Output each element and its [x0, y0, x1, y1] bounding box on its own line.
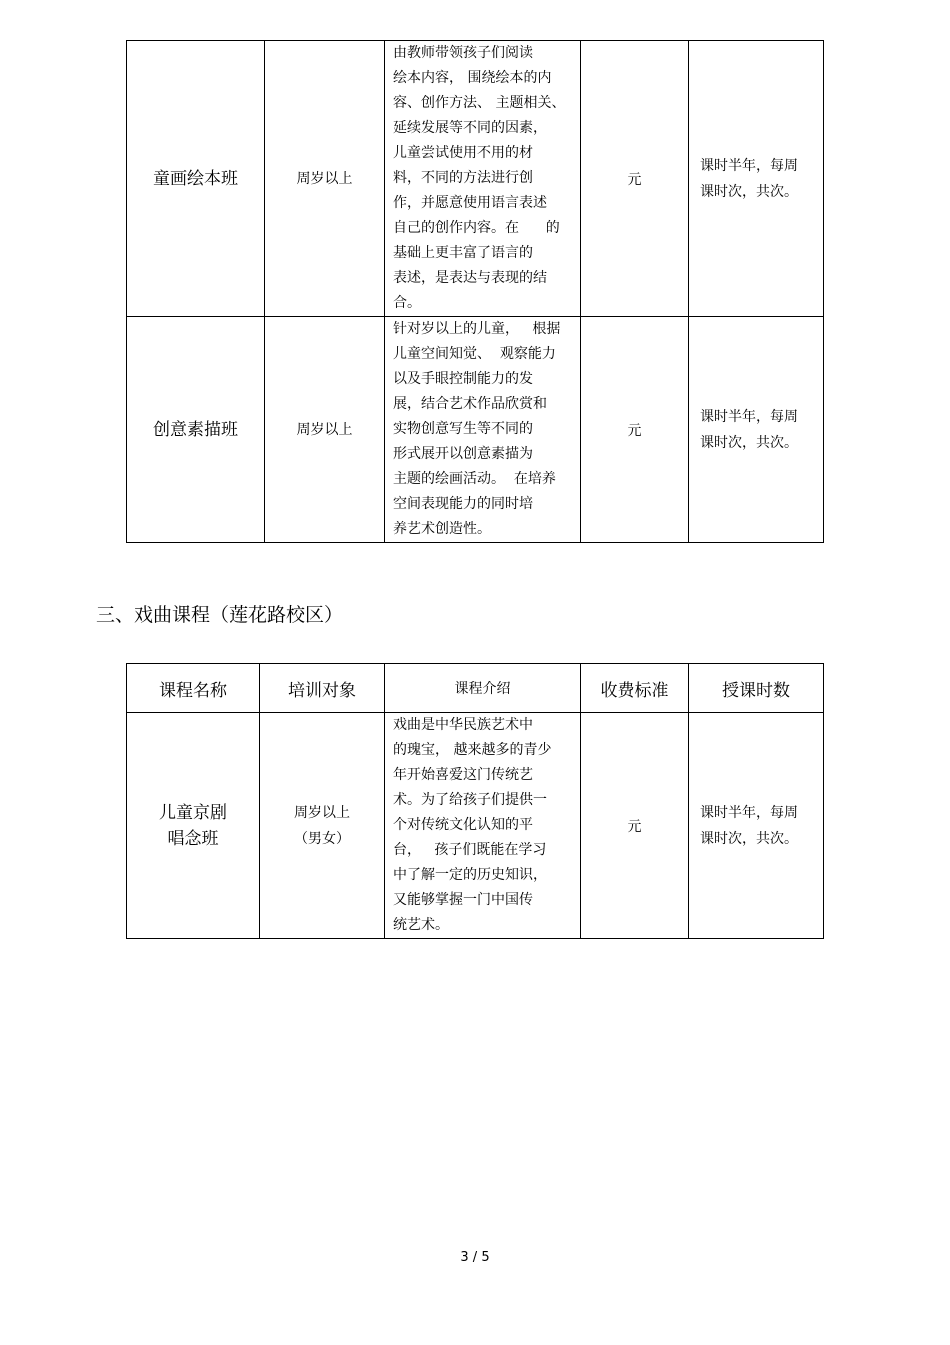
intro-line: 的瑰宝， 越来越多的青少: [393, 742, 552, 758]
hours-line: 课时半年，每周: [700, 408, 798, 425]
intro-line: 年开始喜爱这门传统艺: [393, 767, 533, 783]
intro-line: 延续发展等不同的因素，: [393, 120, 547, 136]
intro-line: 表述，是表达与表现的结: [393, 270, 547, 286]
course-intro: [385, 41, 581, 317]
course-fee: [581, 317, 689, 543]
course-fee-text: 元: [627, 422, 642, 439]
course-fee-text: 元: [627, 818, 642, 835]
intro-line: 术。为了给孩子们提供一: [393, 792, 547, 808]
course-fee: [581, 41, 689, 317]
course-target-text: 周岁以上: [296, 421, 353, 438]
table-row: [127, 41, 824, 317]
intro-line: 自己的创作内容。在 的: [393, 220, 560, 236]
intro-line: 统艺术。: [393, 917, 449, 933]
courses-table-art: [126, 40, 824, 543]
course-fee: [581, 713, 689, 939]
intro-line: 料，不同的方法进行创: [393, 170, 533, 186]
intro-line: 戏曲是中华民族艺术中: [393, 717, 533, 733]
intro-line: 主题的绘画活动。 在培养: [393, 471, 556, 487]
course-name-line: 儿童京剧: [159, 802, 227, 823]
hours-line: 课时次，共次。: [700, 183, 798, 200]
course-target-text: 周岁以上: [296, 170, 353, 187]
header-intro: 课程介绍: [385, 664, 581, 713]
intro-line: 形式展开以创意素描为: [393, 446, 533, 462]
intro-line: 个对传统文化认知的平: [393, 817, 533, 833]
header-fee: 收费标准: [581, 664, 689, 713]
course-name-text: 创意素描班: [153, 419, 238, 440]
course-target-line: （男女）: [294, 830, 350, 847]
course-name: [127, 317, 265, 543]
intro-line: 合。: [393, 295, 421, 311]
hours-line: 课时半年，每周: [700, 157, 798, 174]
course-name-text: 童画绘本班: [153, 168, 238, 189]
intro-line: 台， 孩子们既能在学习: [393, 842, 547, 858]
intro-line: 中了解一定的历史知识，: [393, 867, 547, 883]
course-fee-text: 元: [627, 171, 642, 188]
intro-line: 针对岁以上的儿童， 根据: [393, 321, 561, 337]
header-target: 培训对象: [260, 664, 385, 713]
intro-line: 实物创意写生等不同的: [393, 421, 533, 437]
intro-line: 容、创作方法、 主题相关、: [393, 95, 566, 111]
course-target: [265, 41, 385, 317]
intro-line: 儿童空间知觉、 观察能力: [393, 346, 556, 362]
course-name: [127, 41, 265, 317]
intro-line: 又能够掌握一门中国传: [393, 892, 533, 908]
hours-line: 课时次，共次。: [700, 830, 798, 847]
course-target-line: 周岁以上: [294, 804, 350, 821]
table-header-row: [127, 664, 824, 713]
course-name-line: 唱念班: [167, 828, 219, 849]
table-row: [127, 317, 824, 543]
intro-line: 儿童尝试使用不用的材: [393, 145, 533, 161]
intro-line: 养艺术创造性。: [393, 521, 491, 537]
intro-line: 展，结合艺术作品欣赏和: [393, 396, 547, 412]
course-intro: [385, 713, 581, 939]
course-hours: [689, 713, 824, 939]
intro-line: 由教师带领孩子们阅读: [393, 45, 533, 61]
hours-line: 课时次，共次。: [700, 434, 798, 451]
course-hours: [689, 41, 824, 317]
page-number: 3 / 5: [460, 1250, 490, 1265]
courses-table-opera: [126, 663, 824, 939]
intro-line: 以及手眼控制能力的发: [393, 371, 533, 387]
table-row: [127, 713, 824, 939]
intro-line: 绘本内容， 围绕绘本的内: [393, 70, 552, 86]
course-intro: [385, 317, 581, 543]
intro-line: 作，并愿意使用语言表述: [393, 195, 547, 211]
course-target: [260, 713, 385, 939]
section-heading: 三、戏曲课程（莲花路校区）: [96, 604, 344, 626]
course-name: [127, 713, 260, 939]
course-hours: [689, 317, 824, 543]
intro-line: 基础上更丰富了语言的: [393, 245, 533, 261]
hours-line: 课时半年，每周: [700, 804, 798, 821]
header-course-name: 课程名称: [127, 664, 260, 713]
course-target: [265, 317, 385, 543]
intro-line: 空间表现能力的同时培: [393, 496, 533, 512]
header-hours: 授课时数: [689, 664, 824, 713]
